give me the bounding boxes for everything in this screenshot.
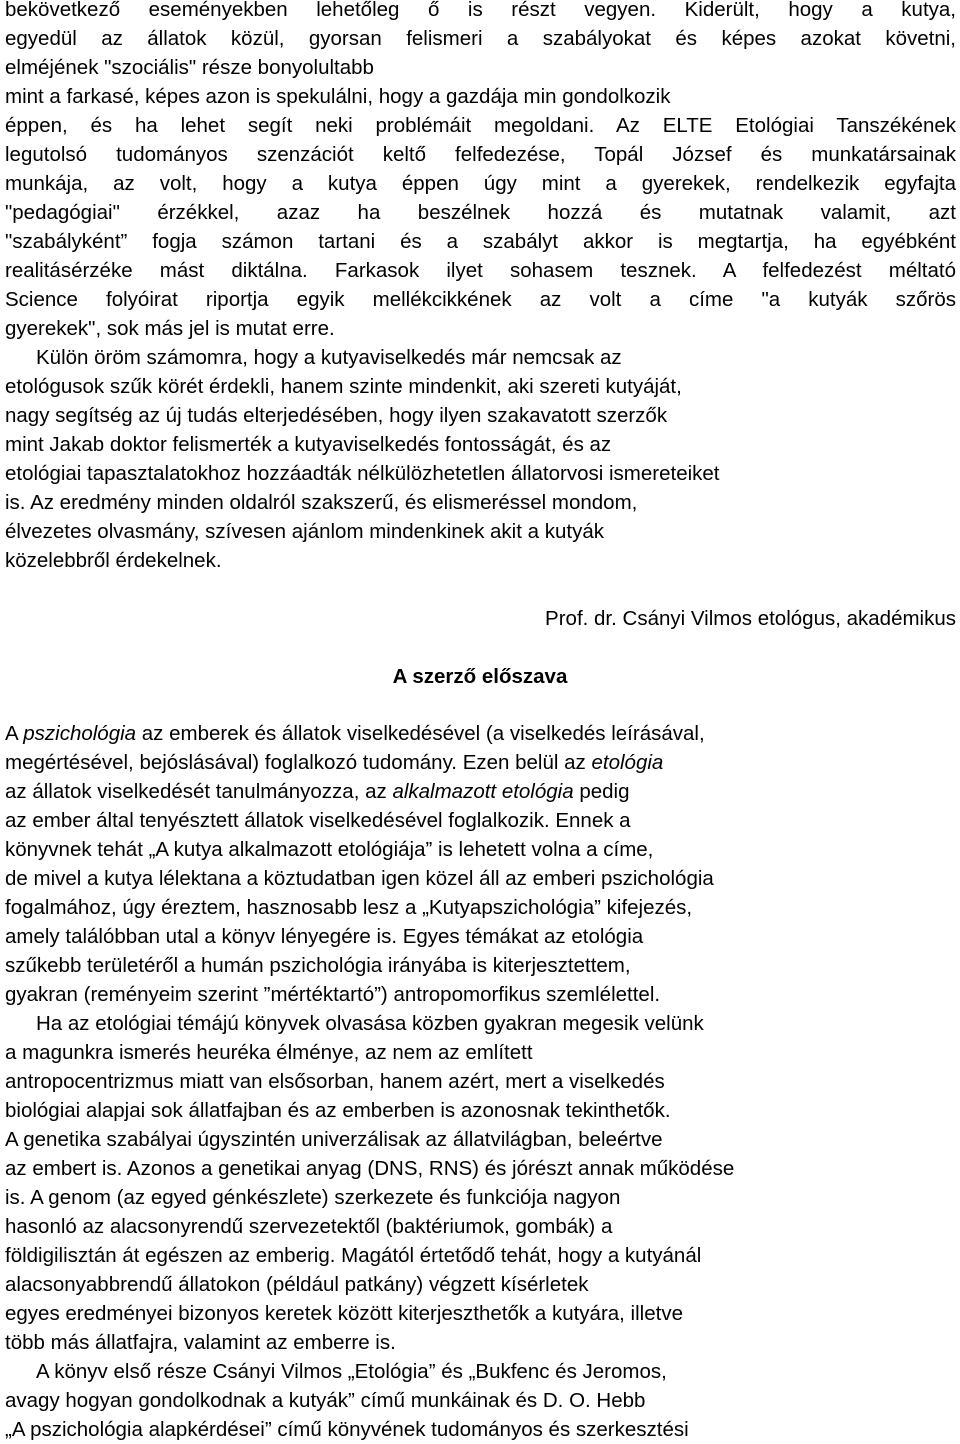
preface-line: Ha az etológiai témájú könyvek olvasása közben gyakran megesik velünk — [36, 1012, 704, 1035]
preface-line: több más állatfajra, valamint az emberre is. — [5, 1331, 396, 1354]
foreword-line: "pedagógiai" érzékkel, azaz ha beszélnek hozzá és mutatnak valamit, azt — [5, 201, 956, 224]
preface-line: A genetika szabályai úgyszintén univerzálisak az állatvilágban, beleértve — [5, 1128, 663, 1151]
preface-line: de mivel a kutya lélektana a köztudatban igen közel áll az emberi pszichológia — [5, 867, 714, 890]
foreword-line: realitásérzéke mást diktálna. Farkasok ilyet sohasem tesznek. A felfedezést méltató — [5, 259, 956, 282]
foreword-line: etológusok szűk körét érdekli, hanem szinte mindenkit, aki szereti kutyáját, — [5, 375, 682, 398]
preface-line: az állatok viselkedését tanulmányozza, az alkalmazott etológia pedig — [5, 780, 630, 803]
foreword-line: gyerekek", sok más jel is mutat erre. — [5, 317, 335, 340]
preface-line: földigilisztán át egészen az emberig. Magától értetődő tehát, hogy a kutyánál — [5, 1244, 702, 1267]
emphasis-term: etológia — [591, 751, 664, 774]
preface-line: avagy hogyan gondolkodnak a kutyák” című munkáinak és D. O. Hebb — [5, 1389, 646, 1412]
foreword-line: éppen, és ha lehet segít neki problémáit megoldani. Az ELTE Etológiai Tanszékének — [5, 114, 956, 137]
preface-line: a magunkra ismerés heuréka élménye, az nem az említett — [5, 1041, 533, 1064]
preface-line: amely találóbban utal a könyv lényegére is. Egyes témákat az etológia — [5, 925, 644, 948]
preface-line: is. A genom (az egyed génkészlete) szerkezete és funkciója nagyon — [5, 1186, 621, 1209]
preface-line: könyvnek tehát „A kutya alkalmazott etológiája” is lehetett volna a címe, — [5, 838, 654, 861]
preface-line: hasonló az alacsonyrendű szervezetektől (baktériumok, gombák) a — [5, 1215, 613, 1238]
preface-line: fogalmához, úgy éreztem, hasznosabb lesz a „Kutyapszichológia” kifejezés, — [5, 896, 693, 919]
preface-line: gyakran (reményeim szerint ”mértéktartó”) antropomorfikus szemlélettel. — [5, 983, 661, 1006]
foreword-line: egyedül az állatok közül, gyorsan felismeri a szabályokat és képes azokat követni, — [5, 27, 956, 50]
preface-line: az ember által tenyésztett állatok viselkedésével foglalkozik. Ennek a — [5, 809, 631, 832]
preface-line: A könyv első része Csányi Vilmos „Etológia” és „Bukfenc és Jeromos, — [36, 1360, 667, 1383]
emphasis-term: alkalmazott etológia — [392, 780, 574, 803]
foreword-line: mint a farkasé, képes azon is spekulálni, hogy a gazdája min gondolkozik — [5, 85, 671, 108]
section-title: A szerző előszava — [392, 665, 568, 688]
preface-line: antropocentrizmus miatt van elsősorban, hanem azért, mert a viselkedés — [5, 1070, 665, 1093]
foreword-line: legutolsó tudományos szenzációt keltő felfedezése, Topál József és munkatársainak — [5, 143, 956, 166]
foreword-line: munkája, az volt, hogy a kutya éppen úgy mint a gyerekek, rendelkezik egyfajta — [5, 172, 956, 195]
foreword-line: Science folyóirat riportja egyik mellékcikkének az volt a címe "a kutyák szőrös — [5, 288, 956, 311]
foreword-line: bekövetkező eseményekben lehetőleg ő is részt vegyen. Kiderült, hogy a kutya, — [5, 0, 956, 21]
foreword-line: Külön öröm számomra, hogy a kutyaviselkedés már nemcsak az — [36, 346, 622, 369]
preface-line: „A pszichológia alapkérdései” című könyvének tudományos és szerkesztési — [5, 1418, 689, 1441]
preface-line: szűkebb területéről a humán pszichológia irányába is kiterjesztettem, — [5, 954, 631, 977]
preface-line: egyes eredményei bizonyos keretek között kiterjeszthetők a kutyára, illetve — [5, 1302, 683, 1325]
foreword-line: "szabályként” fogja számon tartani és a szabályt akkor is megtartja, ha egyébként — [5, 230, 956, 253]
preface-line: megértésével, bejóslásával) foglalkozó tudomány. Ezen belül az etológia — [5, 751, 664, 774]
foreword-signature: Prof. dr. Csányi Vilmos etológus, akadémikus — [545, 607, 956, 630]
preface-line: biológiai alapjai sok állatfajban és az emberben is azonosnak tekinthetők. — [5, 1099, 671, 1122]
preface-line: alacsonyabbrendű állatokon (például patkány) végzett kísérletek — [5, 1273, 589, 1296]
foreword-line: nagy segítség az új tudás elterjedésében, hogy ilyen szakavatott szerzők — [5, 404, 668, 427]
foreword-line: élvezetes olvasmány, szívesen ajánlom mindenkinek akit a kutyák — [5, 520, 604, 543]
preface-line: az embert is. Azonos a genetikai anyag (DNS, RNS) és jórészt annak működése — [5, 1157, 735, 1180]
emphasis-term: pszichológia — [23, 722, 137, 745]
foreword-line: mint Jakab doktor felismerték a kutyaviselkedés fontosságát, és az — [5, 433, 612, 456]
foreword-line: elméjének "szociális" része bonyolultabb — [5, 56, 374, 79]
foreword-line: is. Az eredmény minden oldalról szakszerű, és elismeréssel mondom, — [5, 491, 638, 514]
preface-line: A pszichológia az emberek és állatok viselkedésével (a viselkedés leírásával, — [5, 722, 705, 745]
foreword-line: közelebbről érdekelnek. — [5, 549, 222, 572]
foreword-line: etológiai tapasztalatokhoz hozzáadták nélkülözhetetlen állatorvosi ismereteiket — [5, 462, 720, 485]
